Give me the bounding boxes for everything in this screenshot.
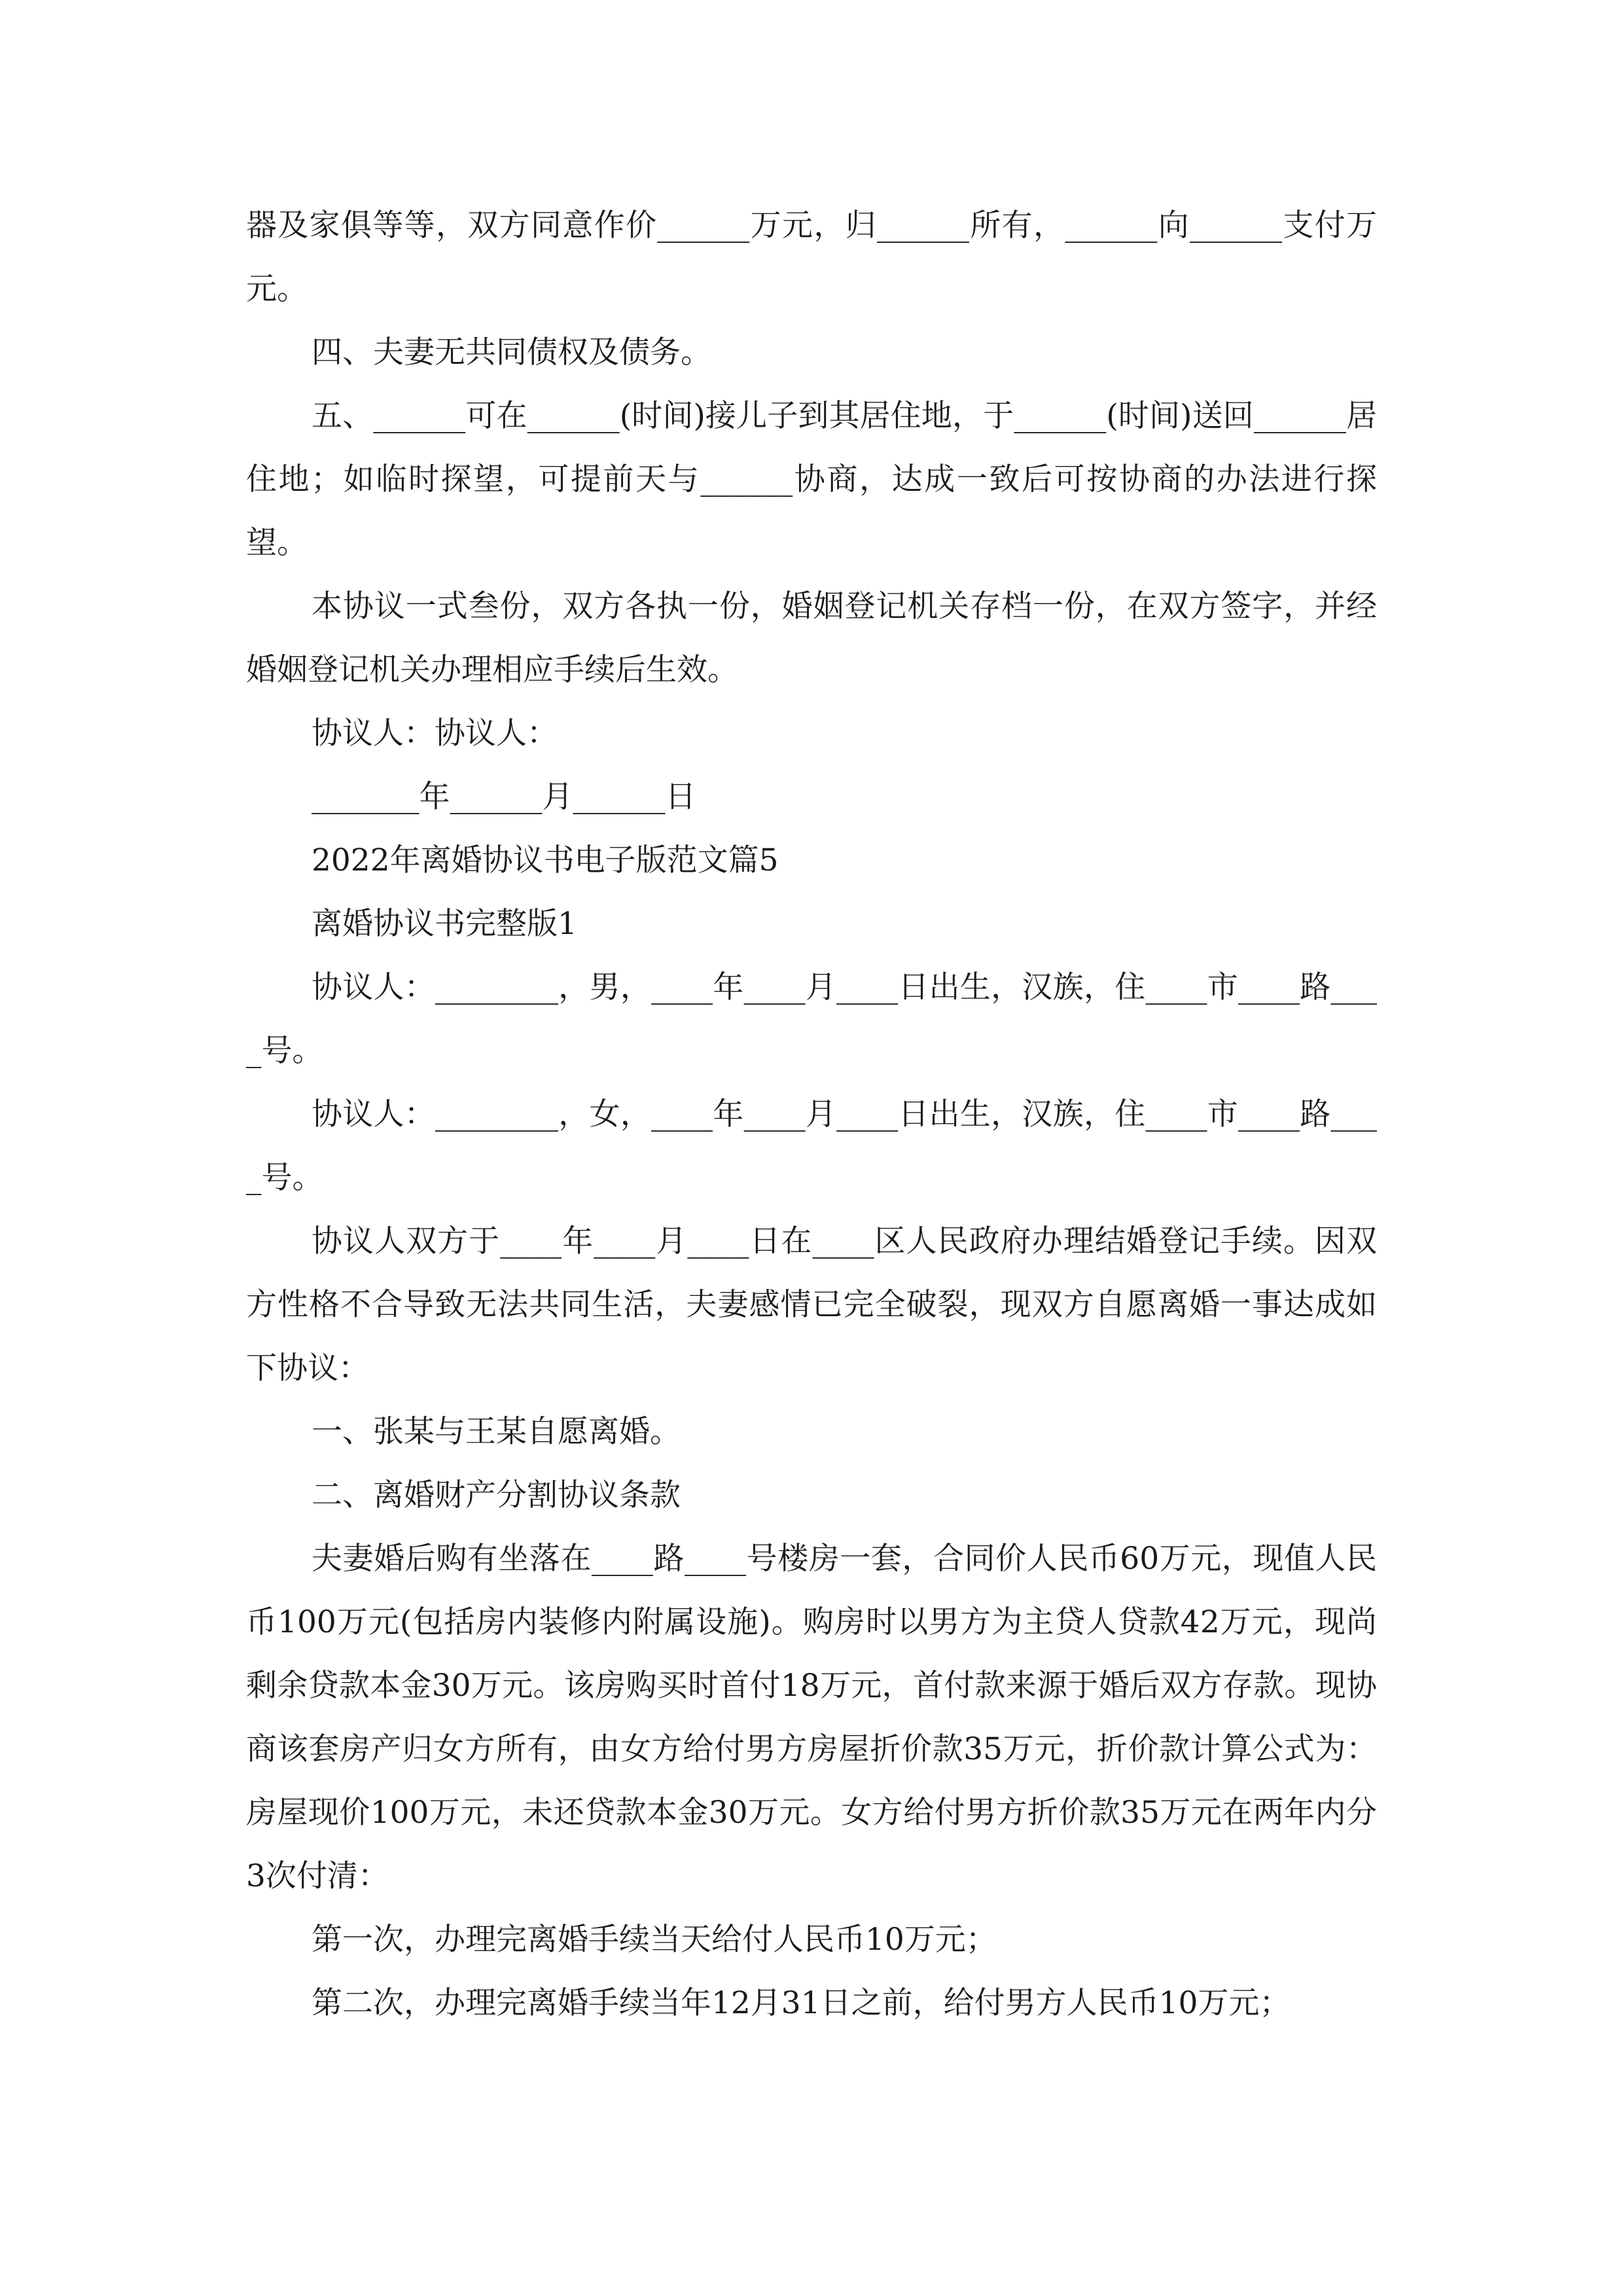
signature-line-parties: 协议人：协议人： [312, 715, 558, 751]
section-heading-article-5: 2022年离婚协议书电子版范文篇5 [312, 842, 779, 878]
paragraph-payment-second: 第二次，办理完离婚手续当年12月31日之前，给付男方人民币10万元； [312, 1985, 1291, 2021]
paragraph-appliances-valuation: 器及家俱等等，双方同意作价______万元，归______所有，______向______支付万元。 [246, 207, 1377, 307]
signature-date-line: _______年______月______日 [312, 779, 696, 815]
paragraph-party-female: 协议人：________，女，____年____月____日出生，汉族，住____市____路____号。 [246, 1096, 1377, 1196]
paragraph-property-house: 夫妻婚后购有坐落在____路____号楼房一套，合同价人民币60万元，现值人民币100万元(包括房内装修内附属设施)。购房时以男方为主贷人贷款42万元，现尚剩余贷款本金30万元。该房购买时首付18万元，首付款来源于婚后双方存款。现协商该套房产归女方所有，由女方给付男方房屋折价款35万元，折价款计算公式为：房屋现价100万元，未还贷款本金30万元。女方给付男方折价款35万元在两年内分3次付清： [246, 1541, 1377, 1894]
paragraph-payment-first: 第一次，办理完离婚手续当天给付人民币10万元； [312, 1922, 997, 1958]
paragraph-marriage-registration: 协议人双方于____年____月____日在____区人民政府办理结婚登记手续。因双方性格不合导致无法共同生活，夫妻感情已完全破裂，现双方自愿离婚一事达成如下协议： [246, 1223, 1377, 1386]
paragraph-party-male: 协议人：________，男，____年____月____日出生，汉族，住____市____路____号。 [246, 969, 1377, 1069]
paragraph-clause-1-divorce: 一、张某与王某自愿离婚。 [312, 1414, 681, 1450]
document-body [246, 194, 1377, 2035]
paragraph-clause-2-heading: 二、离婚财产分割协议条款 [312, 1477, 681, 1513]
paragraph-clause-4-debts: 四、夫妻无共同债权及债务。 [312, 334, 711, 370]
paragraph-copies-effect: 本协议一式叁份，双方各执一份，婚姻登记机关存档一份，在双方签字，并经婚姻登记机关办理相应手续后生效。 [246, 588, 1377, 688]
section-heading-full-version: 离婚协议书完整版1 [312, 906, 577, 942]
paragraph-clause-5-visitation: 五、______可在______(时间)接儿子到其居住地，于______(时间)送回______居住地；如临时探望，可提前天与______协商，达成一致后可按协商的办法进行探望。 [246, 398, 1377, 561]
